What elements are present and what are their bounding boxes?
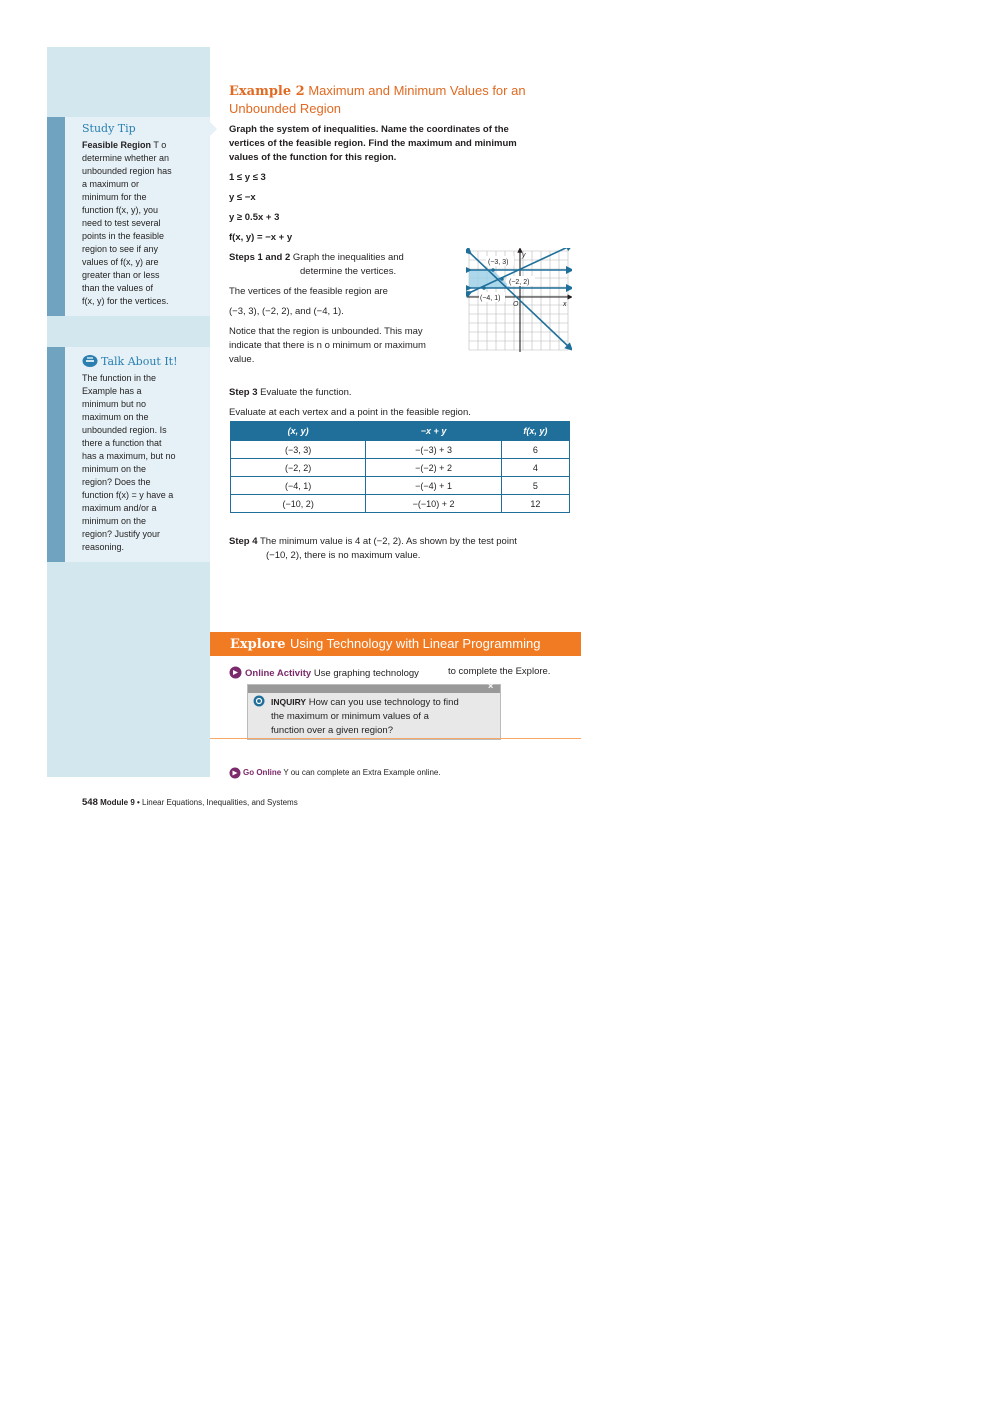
talk-bubble-icon: [82, 354, 99, 368]
inequality-2: y ≤ −x: [229, 192, 256, 203]
online-activity-icon[interactable]: [229, 666, 242, 679]
step-3: Step 3 Evaluate the function.: [229, 387, 352, 398]
notice-text: Notice that the region is unbounded. This may indicate that there is n o minimum or maximum value.: [229, 326, 426, 365]
vertex-c-label: (−4, 1): [480, 295, 501, 302]
go-online-icon[interactable]: [229, 767, 241, 779]
explore-banner: [210, 632, 581, 656]
table-cell: (−2, 2): [231, 459, 366, 477]
section-divider: [210, 738, 581, 739]
talk-about-bar: [47, 347, 65, 562]
study-tip-term: Feasible Region: [82, 140, 152, 150]
table-cell: 6: [501, 441, 569, 459]
module-label: Module 9: [100, 798, 135, 807]
table-cell: 12: [501, 495, 569, 513]
study-tip-text: Feasible Region T o determine whether an unbounded region has a maximum or minimum for the function f(x, y), you need to test several points in the feasible region to see if any values of f(x, y) are greater than or less than the values of f(x, y) for the vertices.: [82, 140, 172, 306]
online-activity-line: Online Activity Use graphing technology: [245, 668, 419, 679]
table-cell: 4: [501, 459, 569, 477]
table-cell: (−3, 3): [231, 441, 366, 459]
step-1-2: Steps 1 and 2 Graph the inequalities and: [229, 252, 404, 263]
study-tip-heading: Study Tip: [82, 122, 136, 135]
table-row: [231, 459, 570, 477]
vertices-intro: The vertices of the feasible region are: [229, 286, 388, 297]
inequality-1: 1 ≤ y ≤ 3: [229, 172, 266, 183]
evaluate-text: Evaluate at each vertex and a point in the feasible region.: [229, 407, 471, 418]
inquiry-icon: [253, 695, 265, 707]
vertex-c: [482, 286, 486, 290]
step-4-continued: (−10, 2), there is no maximum value.: [266, 550, 421, 561]
table-cell: 5: [501, 477, 569, 495]
inquiry-label: INQUIRY: [271, 697, 307, 707]
vertex-b: [500, 277, 504, 281]
table-row: [231, 441, 570, 459]
example-title: Example 2 Maximum and Minimum Values for an Unbounded Region: [229, 83, 526, 116]
talk-about-text: The function in the Example has a minimum but no maximum on the unbounded region. Is there a function that has a maximum, but no minimum on the region? Does the function f(x) = y have a maximum and/or a minimum on the region? Justify your reasoning.: [82, 373, 176, 552]
y-axis-label: y: [522, 252, 526, 259]
origin-label: O: [513, 301, 519, 308]
step-4: Step 4 The minimum value is 4 at (−2, 2). As shown by the test point: [229, 536, 517, 547]
feasible-region-graph: [466, 248, 572, 354]
go-online-line: Go Online Y ou can complete an Extra Example online.: [243, 768, 441, 777]
table-header: −x + y: [366, 422, 501, 441]
table-cell: −(−2) + 2: [366, 459, 501, 477]
inequality-3: y ≥ 0.5x + 3: [229, 212, 280, 223]
example-instructions: Graph the system of inequalities. Name the coordinates of the vertices of the feasible region. Find the maximum and minimum values of the function for this region.: [229, 124, 517, 163]
online-activity-line-end: to complete the Explore.: [448, 666, 551, 677]
close-icon[interactable]: ×: [488, 681, 494, 691]
page-number: 548: [82, 797, 98, 808]
table-cell: −(−10) + 2: [366, 495, 501, 513]
vertex-a-label: (−3, 3): [488, 259, 509, 266]
table-cell: −(−4) + 1: [366, 477, 501, 495]
vertex-a: [491, 268, 495, 272]
online-activity-link[interactable]: Online Activity: [245, 668, 312, 679]
example-label: Example 2: [229, 84, 305, 99]
table-header-row: [231, 422, 570, 441]
step-1-2-continued: determine the vertices.: [300, 266, 397, 277]
inquiry-text: INQUIRY How can you use technology to find the maximum or minimum values of a function over a given region?: [271, 697, 459, 736]
inquiry-panel-titlebar: [248, 685, 500, 693]
x-axis-label: x: [563, 301, 567, 308]
table-header: (x, y): [231, 422, 366, 441]
study-tip-bar: [47, 117, 65, 316]
go-online-link[interactable]: Go Online: [243, 768, 282, 777]
table-cell: (−4, 1): [231, 477, 366, 495]
talk-about-heading: Talk About It!: [101, 355, 178, 368]
table-row: [231, 477, 570, 495]
explore-label: Explore: [230, 637, 286, 652]
objective-function: f(x, y) = −x + y: [229, 232, 293, 243]
evaluation-table: [230, 421, 570, 513]
vertex-b-label: (−2, 2): [509, 279, 530, 286]
table-row: [231, 495, 570, 513]
module-title: Linear Equations, Inequalities, and Systems: [142, 798, 298, 807]
page-footer: 548 Module 9 • Linear Equations, Inequalities, and Systems: [82, 797, 298, 808]
table-cell: (−10, 2): [231, 495, 366, 513]
table-cell: −(−3) + 3: [366, 441, 501, 459]
table-header: f(x, y): [501, 422, 569, 441]
vertices-list: (−3, 3), (−2, 2), and (−4, 1).: [229, 306, 344, 317]
study-tip-pointer: [208, 120, 217, 138]
explore-title: Using Technology with Linear Programming: [289, 636, 541, 651]
